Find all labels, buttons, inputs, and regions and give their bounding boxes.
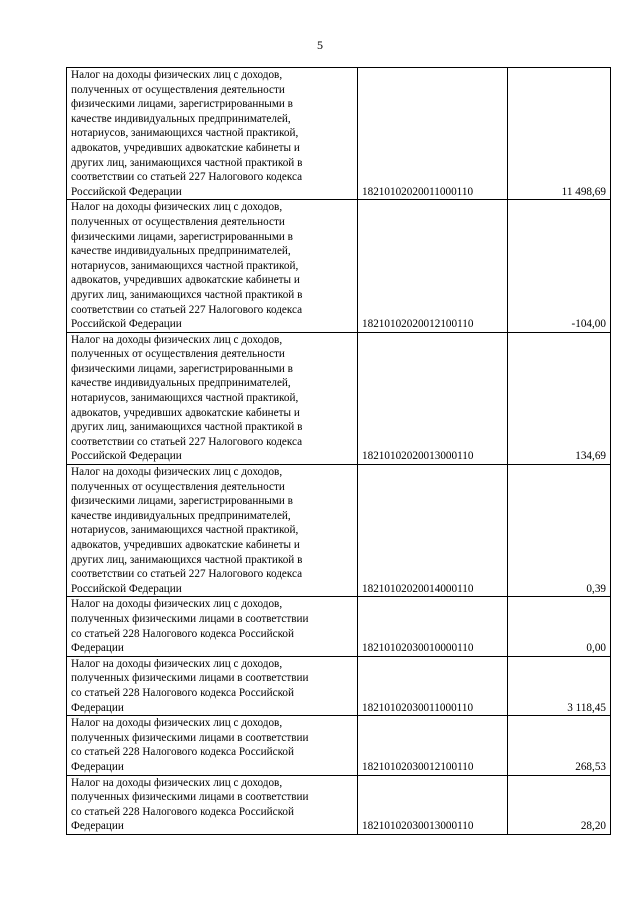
budget-code-cell: 18210102030011000110	[358, 656, 508, 715]
income-name-line: со статьей 228 Налогового кодекса Российской	[71, 746, 295, 759]
income-name-line: качестве индивидуальных предпринимателей,	[71, 377, 291, 390]
income-name-cell	[67, 656, 358, 715]
budget-code-cell: 18210102020011000110	[358, 68, 508, 200]
income-name-line: полученных физическими лицами в соответствии	[71, 731, 309, 744]
budget-code-cell: 18210102030012100110	[358, 716, 508, 775]
income-name-line: соответствии со статьей 227 Налогового кодекса	[71, 568, 303, 581]
income-name-line: Налог на доходы физических лиц с доходов,	[71, 333, 283, 346]
income-name-line: соответствии со статьей 227 Налогового кодекса	[71, 435, 303, 448]
income-name-line: полученных от осуществления деятельности	[71, 83, 285, 96]
table-row	[67, 775, 611, 834]
income-name-line: качестве индивидуальных предпринимателей,	[71, 245, 291, 258]
income-name-line: Российской Федерации	[71, 450, 182, 463]
income-name-line: Федерации	[71, 760, 124, 773]
income-name-line: адвокатов, учредивших адвокатские кабинеты и	[71, 274, 300, 287]
income-name-line: Налог на доходы физических лиц с доходов,	[71, 657, 283, 670]
table-row	[67, 597, 611, 656]
income-name-line: со статьей 228 Налогового кодекса Российской	[71, 805, 295, 818]
income-name-cell	[67, 597, 358, 656]
income-name-line: полученных от осуществления деятельности	[71, 215, 285, 228]
income-name-line: физическими лицами, зарегистрированными в	[71, 98, 293, 111]
income-name-line: нотариусов, занимающихся частной практикой,	[71, 127, 299, 140]
income-name-line: Налог на доходы физических лиц с доходов,	[71, 717, 283, 730]
amount-cell: 11 498,69	[508, 68, 611, 200]
income-name-line: физическими лицами, зарегистрированными в	[71, 362, 293, 375]
budget-code-cell: 18210102030010000110	[358, 597, 508, 656]
amount-cell: 3 118,45	[508, 656, 611, 715]
amount-cell: 134,69	[508, 332, 611, 464]
table-row	[67, 716, 611, 775]
table-body	[67, 68, 611, 835]
table-row	[67, 68, 611, 200]
income-name-line: других лиц, занимающихся частной практикой в	[71, 421, 303, 434]
table-row	[67, 465, 611, 597]
budget-code-cell: 18210102020014000110	[358, 465, 508, 597]
revenue-table	[66, 67, 611, 835]
table-row	[67, 332, 611, 464]
income-name-line: полученных физическими лицами в соответствии	[71, 791, 309, 804]
budget-code-cell: 18210102020012100110	[358, 200, 508, 332]
table-row	[67, 200, 611, 332]
income-name-line: Налог на доходы физических лиц с доходов,	[71, 598, 283, 611]
income-name-line: качестве индивидуальных предпринимателей,	[71, 509, 291, 522]
income-name-line: полученных физическими лицами в соответствии	[71, 672, 309, 685]
income-name-line: нотариусов, занимающихся частной практикой,	[71, 524, 299, 537]
income-name-line: полученных физическими лицами в соответствии	[71, 612, 309, 625]
income-name-line: полученных от осуществления деятельности	[71, 480, 285, 493]
income-name-line: качестве индивидуальных предпринимателей,	[71, 112, 291, 125]
income-name-line: полученных от осуществления деятельности	[71, 348, 285, 361]
income-name-cell	[67, 716, 358, 775]
income-name-line: Российской Федерации	[71, 582, 182, 595]
income-name-line: Российской Федерации	[71, 185, 182, 198]
income-name-line: соответствии со статьей 227 Налогового кодекса	[71, 171, 303, 184]
income-name-line: нотариусов, занимающихся частной практикой,	[71, 392, 299, 405]
income-name-cell	[67, 775, 358, 834]
amount-cell: 0,39	[508, 465, 611, 597]
income-name-line: соответствии со статьей 227 Налогового кодекса	[71, 303, 303, 316]
income-name-line: других лиц, занимающихся частной практикой в	[71, 156, 303, 169]
amount-cell: 28,20	[508, 775, 611, 834]
income-name-cell	[67, 465, 358, 597]
income-name-line: физическими лицами, зарегистрированными в	[71, 495, 293, 508]
table-row	[67, 656, 611, 715]
income-name-line: со статьей 228 Налогового кодекса Российской	[71, 627, 295, 640]
budget-code-cell: 18210102030013000110	[358, 775, 508, 834]
income-name-line: других лиц, занимающихся частной практикой в	[71, 288, 303, 301]
income-name-line: физическими лицами, зарегистрированными в	[71, 230, 293, 243]
income-name-line: адвокатов, учредивших адвокатские кабинеты и	[71, 406, 300, 419]
amount-cell: 0,00	[508, 597, 611, 656]
income-name-line: адвокатов, учредивших адвокатские кабинеты и	[71, 539, 300, 551]
income-name-line: Федерации	[71, 820, 124, 833]
income-name-line: Налог на доходы физических лиц с доходов,	[71, 69, 283, 81]
budget-code-cell: 18210102020013000110	[358, 332, 508, 464]
page-number: 5	[317, 38, 323, 52]
income-name-line: Налог на доходы физических лиц с доходов,	[71, 201, 283, 214]
income-name-line: со статьей 228 Налогового кодекса Российской	[71, 686, 295, 699]
income-name-line: других лиц, занимающихся частной практикой в	[71, 553, 303, 566]
income-name-line: Налог на доходы физических лиц с доходов,	[71, 466, 283, 479]
income-name-cell	[67, 68, 358, 200]
amount-cell: 268,53	[508, 716, 611, 775]
income-name-line: Налог на доходы физических лиц с доходов,	[71, 776, 283, 789]
amount-cell: -104,00	[508, 200, 611, 332]
income-name-line: Российской Федерации	[71, 318, 182, 331]
income-name-cell	[67, 332, 358, 464]
income-name-line: Федерации	[71, 701, 124, 714]
income-name-cell	[67, 200, 358, 332]
income-name-line: Федерации	[71, 642, 124, 655]
income-name-line: нотариусов, занимающихся частной практикой,	[71, 259, 299, 272]
income-name-line: адвокатов, учредивших адвокатские кабинеты и	[71, 141, 300, 154]
